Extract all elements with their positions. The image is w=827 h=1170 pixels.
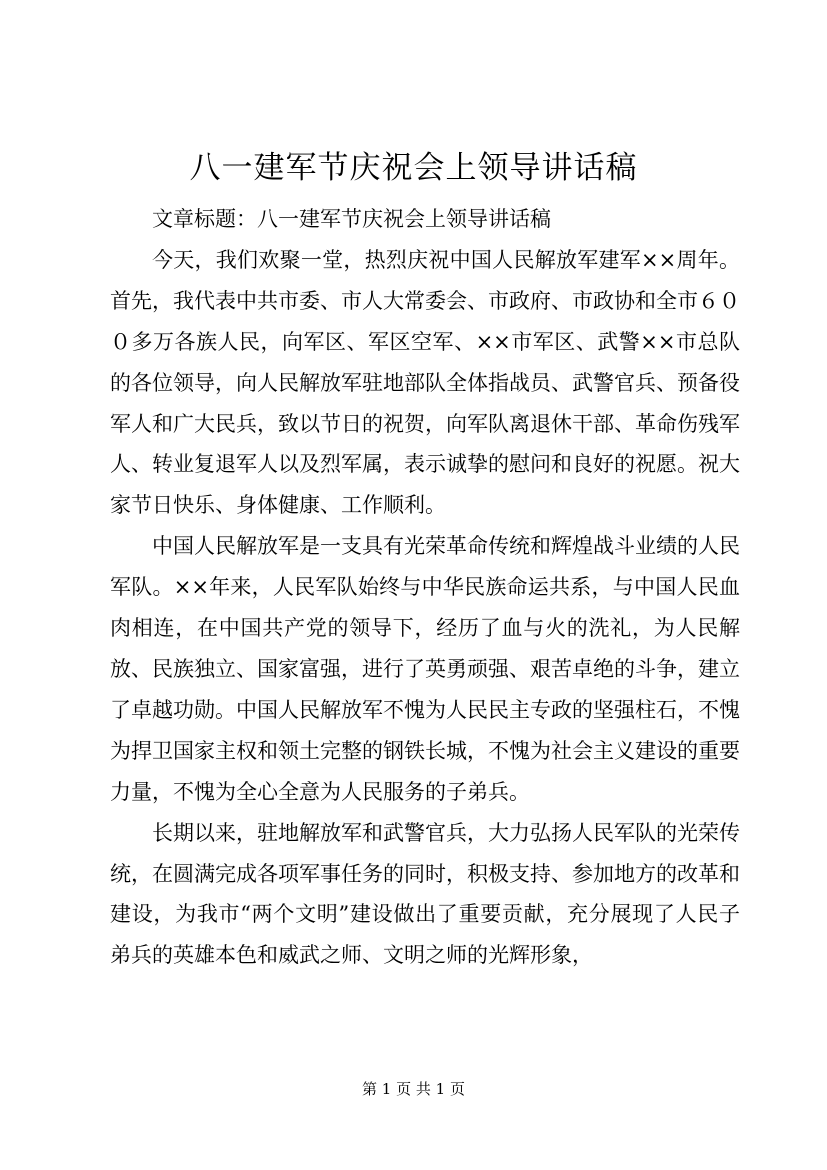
- document-title: 八一建军节庆祝会上领导讲话稿: [189, 150, 638, 186]
- paragraph-article-title: 文章标题：八一建军节庆祝会上领导讲话稿: [152, 207, 551, 231]
- paragraph-greeting: 今天，我们欢聚一堂，热烈庆祝中国人民解放军建军××周年。首先，我代表中共市委、市人大常委会、市政府、市政协和全市６００多万各族人民，向军区、军区空军、××市军区、武警××市总队的各位领导，向人民解放军驻地部队全体指战员、武警官兵、预备役军人和广大民兵，致以节日的祝贺，向军队离退休干部、革命伤残军人、转业复退军人以及烈军属，表示诚挚的慰问和良好的祝愿。祝大家节日快乐、身体健康、工作顺利。: [110, 247, 740, 518]
- paragraph-local-contribution: 长期以来，驻地解放军和武警官兵，大力弘扬人民军队的光荣传统，在圆满完成各项军事任务的同时，积极支持、参加地方的改革和建设，为我市“两个文明”建设做出了重要贡献，充分展现了人民子弟兵的英雄本色和威武之师、文明之师的光辉形象，: [110, 820, 740, 968]
- page-footer: 第 1 页 共 1 页: [362, 1080, 465, 1098]
- document-body: [110, 199, 740, 976]
- paragraph-pla-history: 中国人民解放军是一支具有光荣革命传统和辉煌战斗业绩的人民军队。××年来，人民军队始终与中华民族命运共系，与中国人民血肉相连，在中国共产党的领导下，经历了血与火的洗礼，为人民解放、民族独立、国家富强，进行了英勇顽强、艰苦卓绝的斗争，建立了卓越功勋。中国人民解放军不愧为人民民主专政的坚强柱石，不愧为捍卫国家主权和领土完整的钢铁长城，不愧为社会主义建设的重要力量，不愧为全心全意为人民服务的子弟兵。: [110, 534, 740, 804]
